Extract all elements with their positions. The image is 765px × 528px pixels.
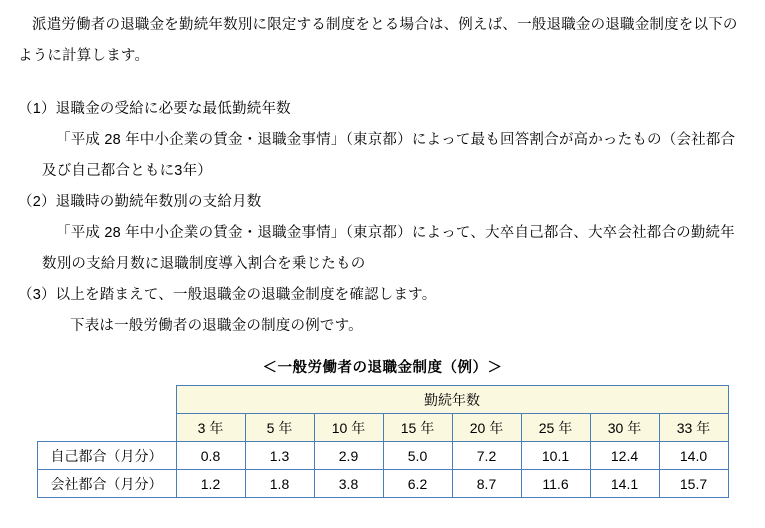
list-item-marker: （3）	[18, 287, 56, 303]
list-item-body: 「平成 28 年中小企業の賃金・退職金事情」（東京都）によって最も回答割合が高かったもの（会社都合及び自己都合ともに3年）	[42, 132, 736, 179]
list-item	[18, 187, 747, 280]
list-item-marker: （1）	[18, 101, 56, 117]
table-column-header: 33 年	[659, 414, 728, 442]
table-row	[37, 442, 728, 470]
list-item-head-text: 退職時の勤続年数別の支給月数	[55, 194, 262, 210]
table-row	[37, 470, 728, 498]
table-cell: 14.0	[659, 442, 728, 470]
table-cell: 5.0	[383, 442, 452, 470]
intro-paragraph: 派遣労働者の退職金を勤続年数別に限定する制度をとる場合は、例えば、一般退職金の退職金制度を以下のように計算します。	[18, 17, 738, 64]
table-container	[18, 385, 747, 498]
table-group-header: 勤続年数	[176, 386, 728, 414]
table-cell: 8.7	[452, 470, 521, 498]
list-item-body: 下表は一般労働者の退職金の制度の例です。	[70, 318, 363, 334]
table-cell: 0.8	[176, 442, 245, 470]
table-row-label: 会社都合（月分）	[37, 470, 176, 498]
list-item	[18, 94, 747, 187]
table-cell: 11.6	[521, 470, 590, 498]
list-item-body: 「平成 28 年中小企業の賃金・退職金事情」（東京都）によって、大卒自己都合、大卒会社都合の勤続年数別の支給月数に退職制度導入割合を乗じたもの	[42, 225, 735, 272]
table-column-header: 3 年	[176, 414, 245, 442]
table-cell: 3.8	[314, 470, 383, 498]
numbered-list	[18, 94, 747, 342]
table-corner-cell	[37, 414, 176, 442]
table-cell: 10.1	[521, 442, 590, 470]
table-column-header: 10 年	[314, 414, 383, 442]
list-item-head	[18, 94, 747, 125]
table-row	[37, 414, 728, 442]
table-cell: 12.4	[590, 442, 659, 470]
table-row-label: 自己都合（月分）	[37, 442, 176, 470]
table-cell: 6.2	[383, 470, 452, 498]
table-column-header: 25 年	[521, 414, 590, 442]
table-cell: 2.9	[314, 442, 383, 470]
table-cell: 7.2	[452, 442, 521, 470]
table-cell: 15.7	[659, 470, 728, 498]
table-row	[37, 386, 728, 414]
table-cell: 1.3	[245, 442, 314, 470]
list-item-head	[18, 280, 747, 311]
list-item	[18, 280, 747, 342]
retirement-allowance-table	[37, 385, 729, 498]
table-cell: 1.8	[245, 470, 314, 498]
list-item-head-text: 退職金の受給に必要な最低勤続年数	[55, 101, 291, 117]
list-item-head-text: 以上を踏まえて、一般退職金の退職金制度を確認します。	[55, 287, 437, 303]
list-item-marker: （2）	[18, 194, 56, 210]
table-column-header: 5 年	[245, 414, 314, 442]
list-item-head	[18, 187, 747, 218]
table-column-header: 20 年	[452, 414, 521, 442]
table-cell: 14.1	[590, 470, 659, 498]
table-column-header: 15 年	[383, 414, 452, 442]
table-cell: 1.2	[176, 470, 245, 498]
table-corner-cell	[37, 386, 176, 414]
table-column-header: 30 年	[590, 414, 659, 442]
table-caption: ＜一般労働者の退職金制度（例）＞	[262, 360, 503, 376]
